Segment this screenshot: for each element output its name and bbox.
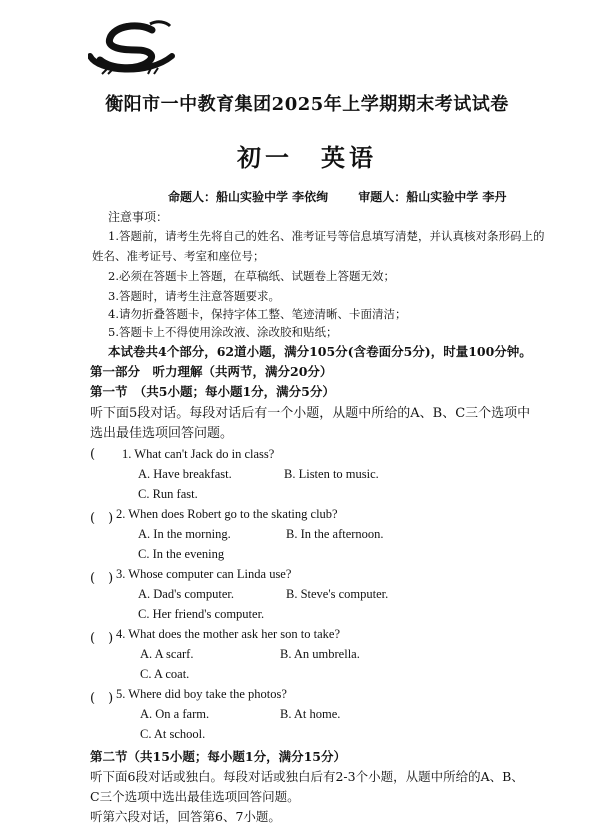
answer-paren: ( ) bbox=[90, 571, 114, 586]
school-logo bbox=[88, 16, 178, 84]
question-stem: 3. Whose computer can Linda use? bbox=[116, 567, 292, 581]
notice-title: 注意事项： bbox=[108, 210, 169, 224]
section1-instruction: 选出最佳选项回答问题。 bbox=[90, 426, 234, 441]
part1-title: 第一部分 听力理解（共两节，满分20分） bbox=[90, 364, 333, 379]
answer-paren: ( ) bbox=[90, 631, 114, 646]
setter-label: 命题人：船山实验中学 李依绚 bbox=[168, 190, 329, 204]
notice-item: 3.答题时，请考生注意答题要求。 bbox=[108, 289, 280, 303]
option-a: A. Dad's computer. bbox=[138, 587, 234, 601]
reviewer-label: 审题人：船山实验中学 李丹 bbox=[358, 190, 507, 204]
option-a: A. Have breakfast. bbox=[138, 467, 232, 481]
option-c: C. Run fast. bbox=[138, 487, 198, 501]
notice-item: 2.必须在答题卡上答题，在草稿纸、试题卷上答题无效； bbox=[108, 269, 395, 283]
option-a: A. A scarf. bbox=[140, 647, 194, 661]
option-b: B. In the afternoon. bbox=[286, 527, 384, 541]
option-c: C. A coat. bbox=[140, 667, 190, 681]
section2-instruction: 听第六段对话，回答第6、7小题。 bbox=[90, 809, 281, 824]
question-stem: 1. What can't Jack do in class? bbox=[122, 447, 275, 461]
section2-instruction: 听下面6段对话或独白。每段对话或独白后有2-3个小题，从题中所给的A、B、 bbox=[90, 769, 524, 784]
option-b: B. At home. bbox=[280, 707, 341, 721]
option-c: C. At school. bbox=[140, 727, 206, 741]
answer-paren: ( bbox=[90, 447, 96, 462]
authors-line bbox=[168, 188, 506, 205]
option-b: B. Steve's computer. bbox=[286, 587, 389, 601]
notice-item: 5.答题卡上不得使用涂改液、涂改胶和贴纸； bbox=[108, 325, 338, 339]
option-b: B. An umbrella. bbox=[280, 647, 360, 661]
notice-item: 4.请勿折叠答题卡，保持字体工整、笔迹清晰、卡面清洁； bbox=[108, 307, 407, 321]
option-a: A. In the morning. bbox=[138, 527, 231, 541]
exam-title: 衡阳市一中教育集团2025年上学期期末考试试卷 bbox=[105, 94, 509, 115]
subject-title: 初一 英语 bbox=[237, 143, 377, 172]
section1-title: 第一节 （共5小题；每小题1分，满分5分） bbox=[90, 384, 335, 399]
notice-item: 姓名、准考证号、考室和座位号； bbox=[92, 249, 265, 263]
notice-item: 1.答题前，请考生先将自己的姓名、准考证号等信息填写清楚，并认真核对条形码上的 bbox=[108, 229, 545, 243]
exam-info: 本试卷共4个部分，62道小题，满分105分(含卷面分5分)，时量100分钟。 bbox=[108, 344, 532, 359]
answer-paren: ( ) bbox=[90, 691, 114, 706]
section2-instruction: C三个选项中选出最佳选项回答问题。 bbox=[90, 789, 300, 804]
section2-title: 第二节（共15小题；每小题1分，满分15分） bbox=[90, 749, 346, 764]
option-c: C. Her friend's computer. bbox=[138, 607, 265, 621]
question-stem: 2. When does Robert go to the skating club? bbox=[116, 507, 338, 521]
option-a: A. On a farm. bbox=[140, 707, 210, 721]
option-c: C. In the evening bbox=[138, 547, 225, 561]
option-b: B. Listen to music. bbox=[284, 467, 379, 481]
answer-paren: ( ) bbox=[90, 511, 114, 526]
question-stem: 5. Where did boy take the photos? bbox=[116, 687, 287, 701]
question-stem: 4. What does the mother ask her son to take? bbox=[116, 627, 341, 641]
section1-instruction: 听下面5段对话。每段对话后有一个小题，从题中所给的A、B、C三个选项中 bbox=[90, 406, 531, 421]
